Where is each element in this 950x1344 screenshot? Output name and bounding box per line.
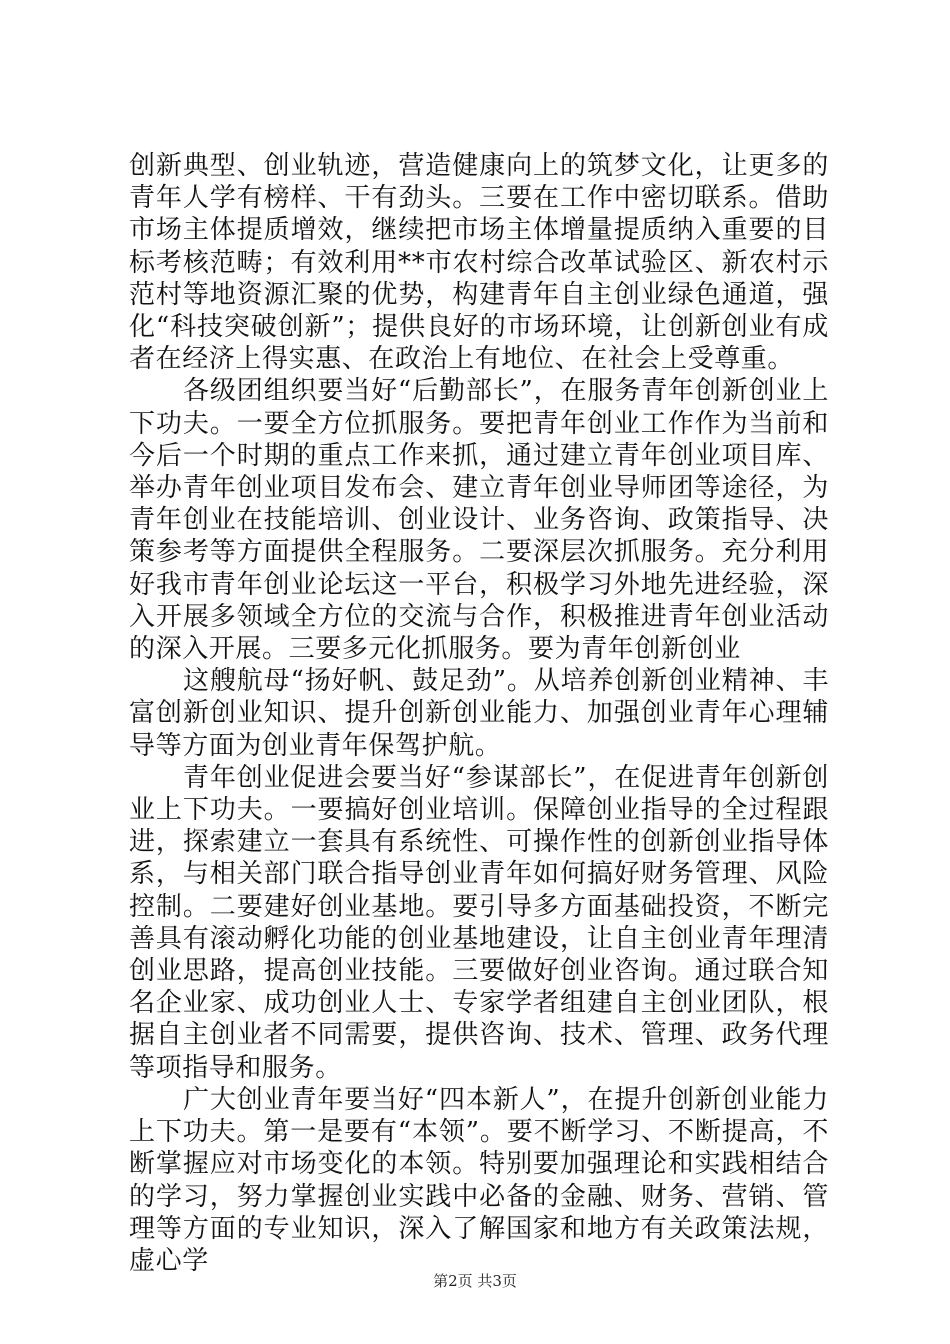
paragraph-3: 这艘航母“扬好帆、鼓足劲”。从培养创新创业精神、丰富创新创业知识、提升创新创业能力、加强创业青年心理辅导等方面为创业青年保驾护航。 bbox=[129, 666, 829, 761]
page-footer: 第2页 共3页 bbox=[433, 1272, 517, 1290]
paragraph-1: 创新典型、创业轨迹，营造健康向上的筑梦文化，让更多的青年人学有榜样、干有劲头。三要在工作中密切联系。借助市场主体提质增效，继续把市场主体增量提质纳入重要的目标考核范畴；有效利用**市农村综合改革试验区、新农村示范村等地资源汇聚的优势，构建青年自主创业绿色通道，强化“科技突破创新”；提供良好的市场环境，让创新创业有成者在经济上得实惠、在政治上有地位、在社会上受尊重。 bbox=[129, 151, 829, 375]
body-text bbox=[129, 150, 829, 1277]
paragraph-2: 各级团组织要当好“后勤部长”，在服务青年创新创业上下功夫。一要全方位抓服务。要把青年创业工作作为当前和今后一个时期的重点工作来抓，通过建立青年创业项目库、举办青年创业项目发布会、建立青年创业导师团等途径，为青年创业在技能培训、创业设计、业务咨询、政策指导、决策参考等方面提供全程服务。二要深层次抓服务。充分利用好我市青年创业论坛这一平台，积极学习外地先进经验，深入开展多领域全方位的交流与合作，积极推进青年创业活动的深入开展。三要多元化抓服务。要为青年创新创业 bbox=[129, 376, 829, 665]
paragraph-5: 广大创业青年要当好“四本新人”，在提升创新创业能力上下功夫。第一是要有“本领”。要不断学习、不断提高，不断掌握应对市场变化的本领。特别要加强理论和实践相结合的学习，努力掌握创业实践中必备的金融、财务、营销、管理等方面的专业知识，深入了解国家和地方有关政策法规，虚心学 bbox=[129, 1084, 829, 1276]
paragraph-4: 青年创业促进会要当好“参谋部长”，在促进青年创新创业上下功夫。一要搞好创业培训。保障创业指导的全过程跟进，探索建立一套具有系统性、可操作性的创新创业指导体系，与相关部门联合指导创业青年如何搞好财务管理、风险控制。二要建好创业基地。要引导多方面基础投资，不断完善具有滚动孵化功能的创业基地建设，让自主创业青年理清创业思路，提高创业技能。三要做好创业咨询。通过联合知名企业家、成功创业人士、专家学者组建自主创业团队，根据自主创业者不同需要，提供咨询、技术、管理、政务代理等项指导和服务。 bbox=[129, 762, 829, 1083]
